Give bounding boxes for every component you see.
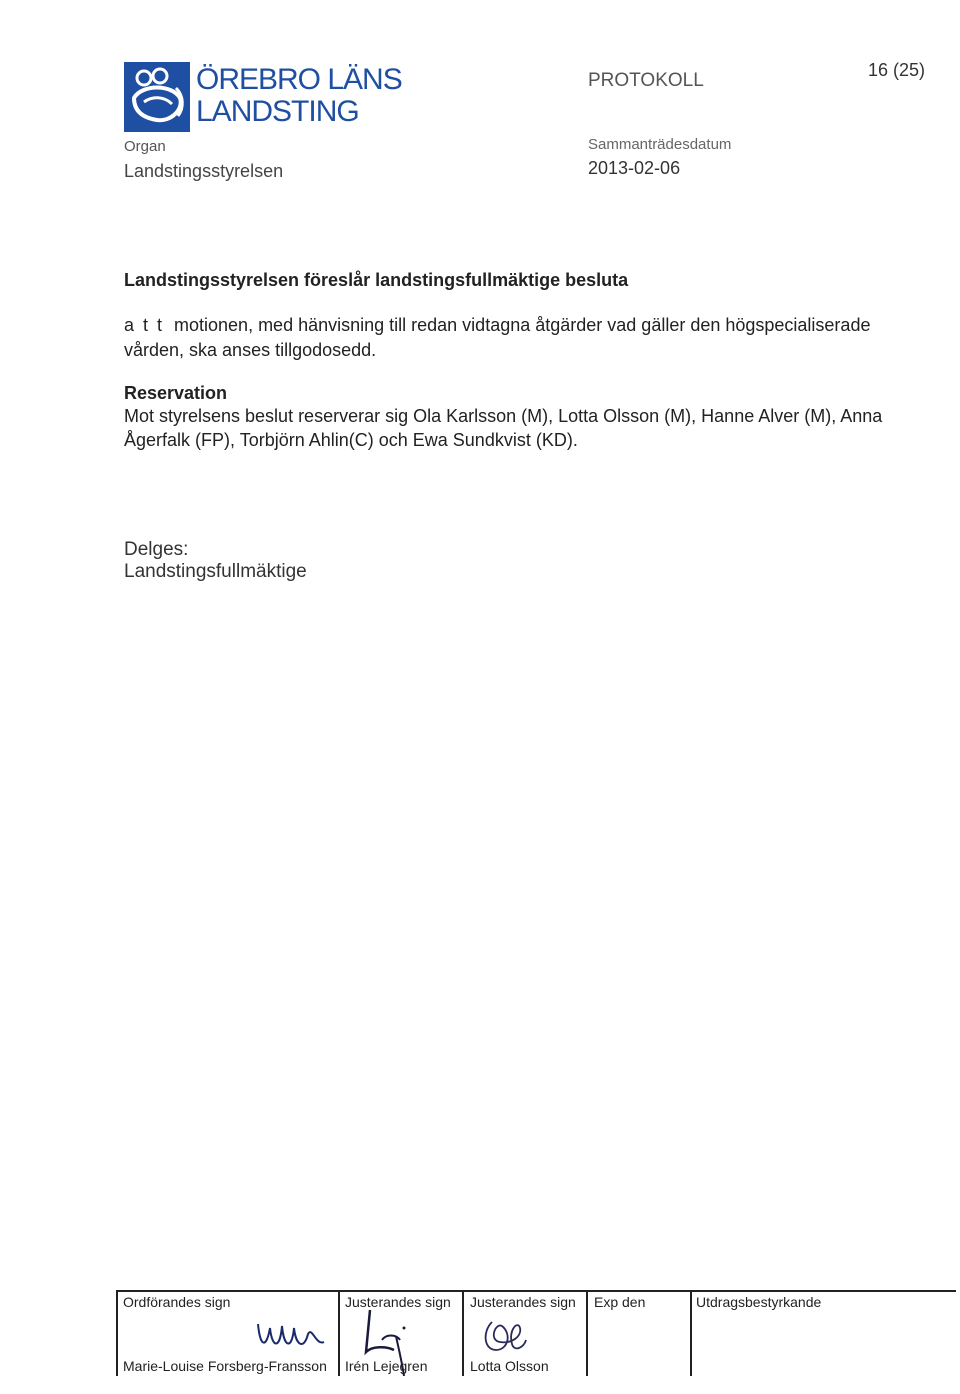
logo-line-2: LANDSTING xyxy=(196,95,359,128)
signature-divider xyxy=(116,1290,118,1376)
signature-divider xyxy=(462,1290,464,1376)
page-number: 16 (25) xyxy=(868,60,926,80)
logo-line-1: ÖREBRO LÄNS xyxy=(196,63,402,96)
county-council-emblem-icon xyxy=(124,62,190,132)
motion-paragraph-continued: vården, ska anses tillgodosedd. xyxy=(124,340,377,360)
signature-name-adjuster-2: Lotta Olsson xyxy=(470,1358,549,1374)
organ-label: Organ xyxy=(124,138,166,155)
att-prefix: a t t xyxy=(124,315,165,335)
motion-text-line-1: motionen, med hänvisning till redan vidtagna åtgärder vad gäller den högspecialiserade xyxy=(174,315,871,335)
meeting-date-value: 2013-02-06 xyxy=(588,158,681,178)
organ-value: Landstingsstyrelsen xyxy=(124,161,284,181)
signature-header-chair: Ordförandes sign xyxy=(123,1294,231,1310)
signature-name-chair: Marie-Louise Forsberg-Fransson xyxy=(123,1358,327,1374)
signature-divider xyxy=(338,1290,340,1376)
signature-table-top-line xyxy=(116,1290,956,1292)
adjuster-2-signature xyxy=(472,1314,532,1360)
delges-label: Delges: xyxy=(124,539,189,560)
signature-divider xyxy=(690,1290,692,1376)
decision-heading: Landstingsstyrelsen föreslår landstingsfullmäktige besluta xyxy=(124,270,629,290)
signature-header-utdrag: Utdragsbestyrkande xyxy=(696,1294,822,1310)
reservation-text-line-2: Ågerfalk (FP), Torbjörn Ahlin(C) och Ewa Sundkvist (KD). xyxy=(124,430,578,450)
motion-paragraph xyxy=(124,313,954,337)
signature-table xyxy=(116,1290,956,1376)
signature-divider xyxy=(586,1290,588,1376)
logo-wordmark xyxy=(196,64,402,128)
meeting-date-label: Sammanträdesdatum xyxy=(588,136,732,153)
signature-header-adjuster-2: Justerandes sign xyxy=(470,1294,576,1310)
signature-header-adjuster-1: Justerandes sign xyxy=(345,1294,451,1310)
reservation-title: Reservation xyxy=(124,383,228,403)
reservation-text-line-1: Mot styrelsens beslut reserverar sig Ola Karlsson (M), Lotta Olsson (M), Hanne Alver (M), Anna xyxy=(124,406,883,426)
chair-signature xyxy=(252,1316,332,1356)
signature-name-adjuster-1: Irén Lejegren xyxy=(345,1358,428,1374)
logo-emblem xyxy=(124,62,190,132)
delges-value: Landstingsfullmäktige xyxy=(124,561,307,582)
document-type: PROTOKOLL xyxy=(588,70,704,91)
signature-header-exp-den: Exp den xyxy=(594,1294,646,1310)
